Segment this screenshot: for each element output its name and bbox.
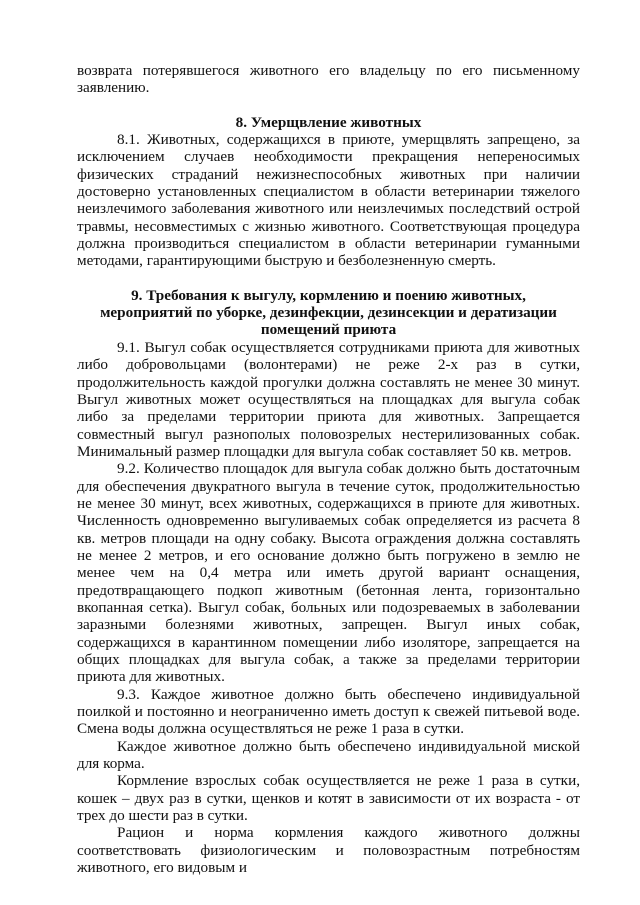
section-8-heading: 8. Умерщвление животных	[235, 113, 422, 131]
section-9-heading-line-3: помещений приюта	[260, 321, 397, 339]
paragraph-ration: Рацион и норма кормления каждого животного должны соответствовать физиологическим и половозрастным потребностям животного, его видовым и	[77, 824, 580, 877]
paragraph-8-1: 8.1. Животных, содержащихся в приюте, умерщвлять запрещено, за исключением случаев необходимости прекращения непереносимых физических страданий нежизнеспособных животных при наличии достоверно установленных специалистом в области ветеринарии тяжелого неизлечимого заболевания животного или неизлечимых последствий острой травмы, несовместимых с жизнью животного. Соответствующая процедура должна производиться специалистом в области ветеринарии гуманными методами, гарантирующими быструю и безболезненную смерть.	[77, 131, 580, 270]
paragraph-bowl: Каждое животное должно быть обеспечено индивидуальной миской для корма.	[77, 737, 580, 773]
section-9-heading-line-1: 9. Требования к выгулу, кормлению и поению животных,	[131, 286, 526, 304]
paragraph-9-3: 9.3. Каждое животное должно быть обеспечено индивидуальной поилкой и постоянно и неограниченно иметь доступ к свежей питьевой воде. Смена воды должна осуществляться не реже 1 раза в сутки.	[77, 685, 580, 738]
section-9-heading	[77, 287, 580, 339]
section-9-heading-line-2: мероприятий по уборке, дезинфекции, дезинсекции и дератизации	[100, 304, 557, 322]
paragraph-9-2: 9.2. Количество площадок для выгула собак должно быть достаточным для обеспечения двукратного выгула в течение суток, продолжительностью не менее 30 минут, всех животных, содержащихся в приюте для животных. Численность одновременно выгуливаемых собак определяется из расчета 8 кв. метров площади на одну собаку. Высота ограждения должна составлять не менее 2 метров, и его основание должно быть погружено в землю не менее чем на 0,4 метра или иметь другой вариант оснащения, предотвращающего подкоп животным (бетонная лента, горизонтально вкопанная сетка). Выгул собак, больных или подозреваемых в заболевании заразными болезнями животных, запрещен. Выгул иных собак, содержащихся в карантинном помещении либо изоляторе, запрещается на общих площадках для выгула собак, а также за пределами территории приюта для животных.	[77, 460, 580, 686]
intro-paragraph: возврата потерявшегося животного его владельцу по его письменному заявлению.	[77, 62, 580, 97]
paragraph-feeding: Кормление взрослых собак осуществляется не реже 1 раза в сутки, кошек – двух раз в сутки, щенков и котят в зависимости от их возраста - от трех до шести раз в сутки.	[77, 772, 580, 825]
paragraph-9-1: 9.1. Выгул собак осуществляется сотрудниками приюта для животных либо добровольцами (волонтерами) не реже 2-х раз в сутки, продолжительность каждой прогулки должна составлять не менее 30 минут. Выгул животных может осуществляться на площадках для выгула собак либо за пределами территории приюта для животных. Запрещается совместный выгул разнополых половозрелых нестерилизованных собак. Минимальный размер площадки для выгула собак составляет 50 кв. метров.	[77, 338, 580, 460]
document-page	[77, 62, 580, 876]
